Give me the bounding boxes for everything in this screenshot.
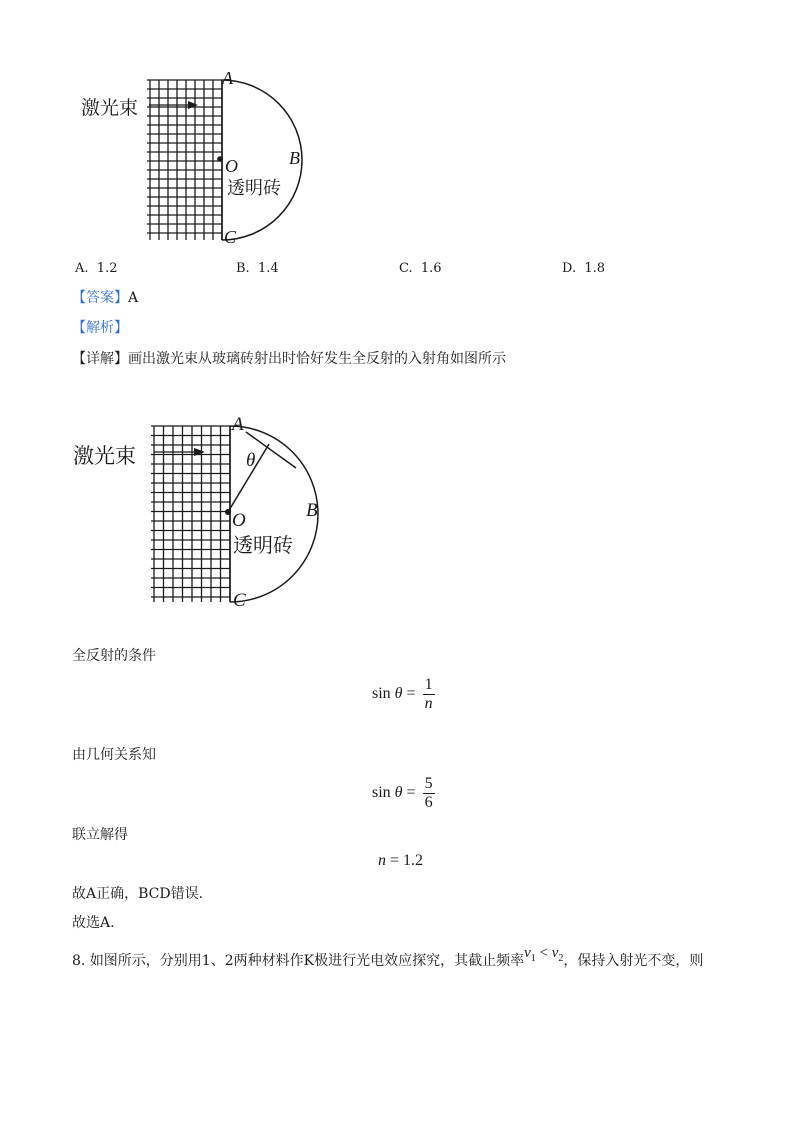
figure-2-center-point (225, 509, 231, 515)
figure-1-label-brick: 透明砖 (227, 178, 281, 199)
option-d-value: 1.8 (584, 261, 606, 276)
option-c-letter: C. (399, 261, 413, 276)
option-d-letter: D. (562, 261, 577, 276)
figure-2-label-b: B (306, 500, 318, 521)
analysis-tag: 【解析】 (72, 320, 128, 336)
step-3-text: 联立解得 (72, 827, 128, 843)
analysis-line (72, 319, 128, 337)
equation-3-equals: = (390, 852, 400, 869)
equation-2-denominator: 6 (424, 794, 433, 811)
equation-1-sin: sin (372, 685, 391, 703)
equation-2 (372, 775, 435, 812)
equation-2-numerator: 5 (424, 775, 433, 792)
equation-1-denominator: n (424, 695, 433, 712)
question-8-nu-1: ν (524, 945, 531, 961)
figure-1-center-point (217, 156, 223, 162)
question-8-cutoff-relation (524, 945, 564, 964)
equation-2-theta: θ (394, 784, 403, 802)
option-b-letter: B. (236, 261, 250, 276)
question-8-sub-1: 1 (530, 953, 536, 964)
equation-3-value: 1.2 (403, 852, 424, 869)
detail-text: 画出激光束从玻璃砖射出时恰好发生全反射的入射角如图所示 (128, 351, 506, 367)
figure-1-label-c: C (224, 227, 237, 247)
question-8-nu-2: ν (551, 945, 559, 961)
figure-1-grid (147, 80, 222, 240)
detail-line (72, 350, 506, 368)
figure-2-label-o: O (232, 510, 246, 531)
option-d (562, 260, 605, 278)
option-a-letter: A. (75, 261, 89, 276)
question-8-number: 8. (72, 953, 86, 969)
answer-line (72, 289, 138, 307)
answer-tag: 【答案】 (72, 290, 128, 306)
option-b (236, 260, 279, 278)
equation-1-theta: θ (394, 685, 403, 703)
equation-1 (372, 676, 435, 713)
detail-tag: 【详解】 (72, 351, 128, 367)
question-8 (72, 945, 704, 976)
conclusion-1: 故A正确，BCD错误. (72, 886, 204, 902)
option-b-value: 1.4 (257, 261, 279, 276)
conclusion-2: 故选A. (72, 915, 115, 931)
figure-1-label-a: A (222, 68, 233, 88)
figure-1-label-b: B (289, 148, 300, 168)
figure-1-label-o: O (225, 156, 238, 176)
question-8-sub-2: 2 (558, 953, 564, 964)
equation-3 (378, 852, 423, 870)
figure-2-label-brick: 透明砖 (233, 533, 293, 557)
question-8-less-than: < (539, 945, 548, 961)
figure-2-label-theta: θ (246, 450, 256, 471)
answer-value: A (128, 290, 139, 306)
figure-2-label-beam: 激光束 (73, 444, 136, 468)
option-a-value: 1.2 (96, 261, 118, 276)
question-8-text-after: ，保持入射光不变，则 (563, 953, 704, 969)
equation-2-equals: = (406, 784, 416, 802)
figure-1-beam-arrow (188, 101, 198, 109)
option-c (399, 260, 442, 278)
figure-2 (70, 410, 360, 615)
equation-3-n: n (378, 852, 386, 869)
option-a (75, 260, 117, 278)
question-8-text-before: 如图所示，分别用1、2两种材料作K极进行光电效应探究，其截止频率 (89, 953, 525, 969)
figure-2-label-a: A (232, 414, 244, 435)
equation-2-sin: sin (372, 784, 391, 802)
equation-2-fraction (423, 775, 435, 812)
equation-1-numerator: 1 (424, 676, 433, 693)
equation-1-equals: = (406, 685, 416, 703)
figure-1-label-beam: 激光束 (81, 97, 139, 119)
figure-1 (70, 70, 330, 250)
step-2-text: 由几何关系知 (72, 747, 156, 763)
step-1-text: 全反射的条件 (72, 648, 156, 664)
figure-2-label-c: C (233, 590, 246, 611)
equation-1-fraction (423, 676, 435, 713)
option-c-value: 1.6 (420, 261, 442, 276)
